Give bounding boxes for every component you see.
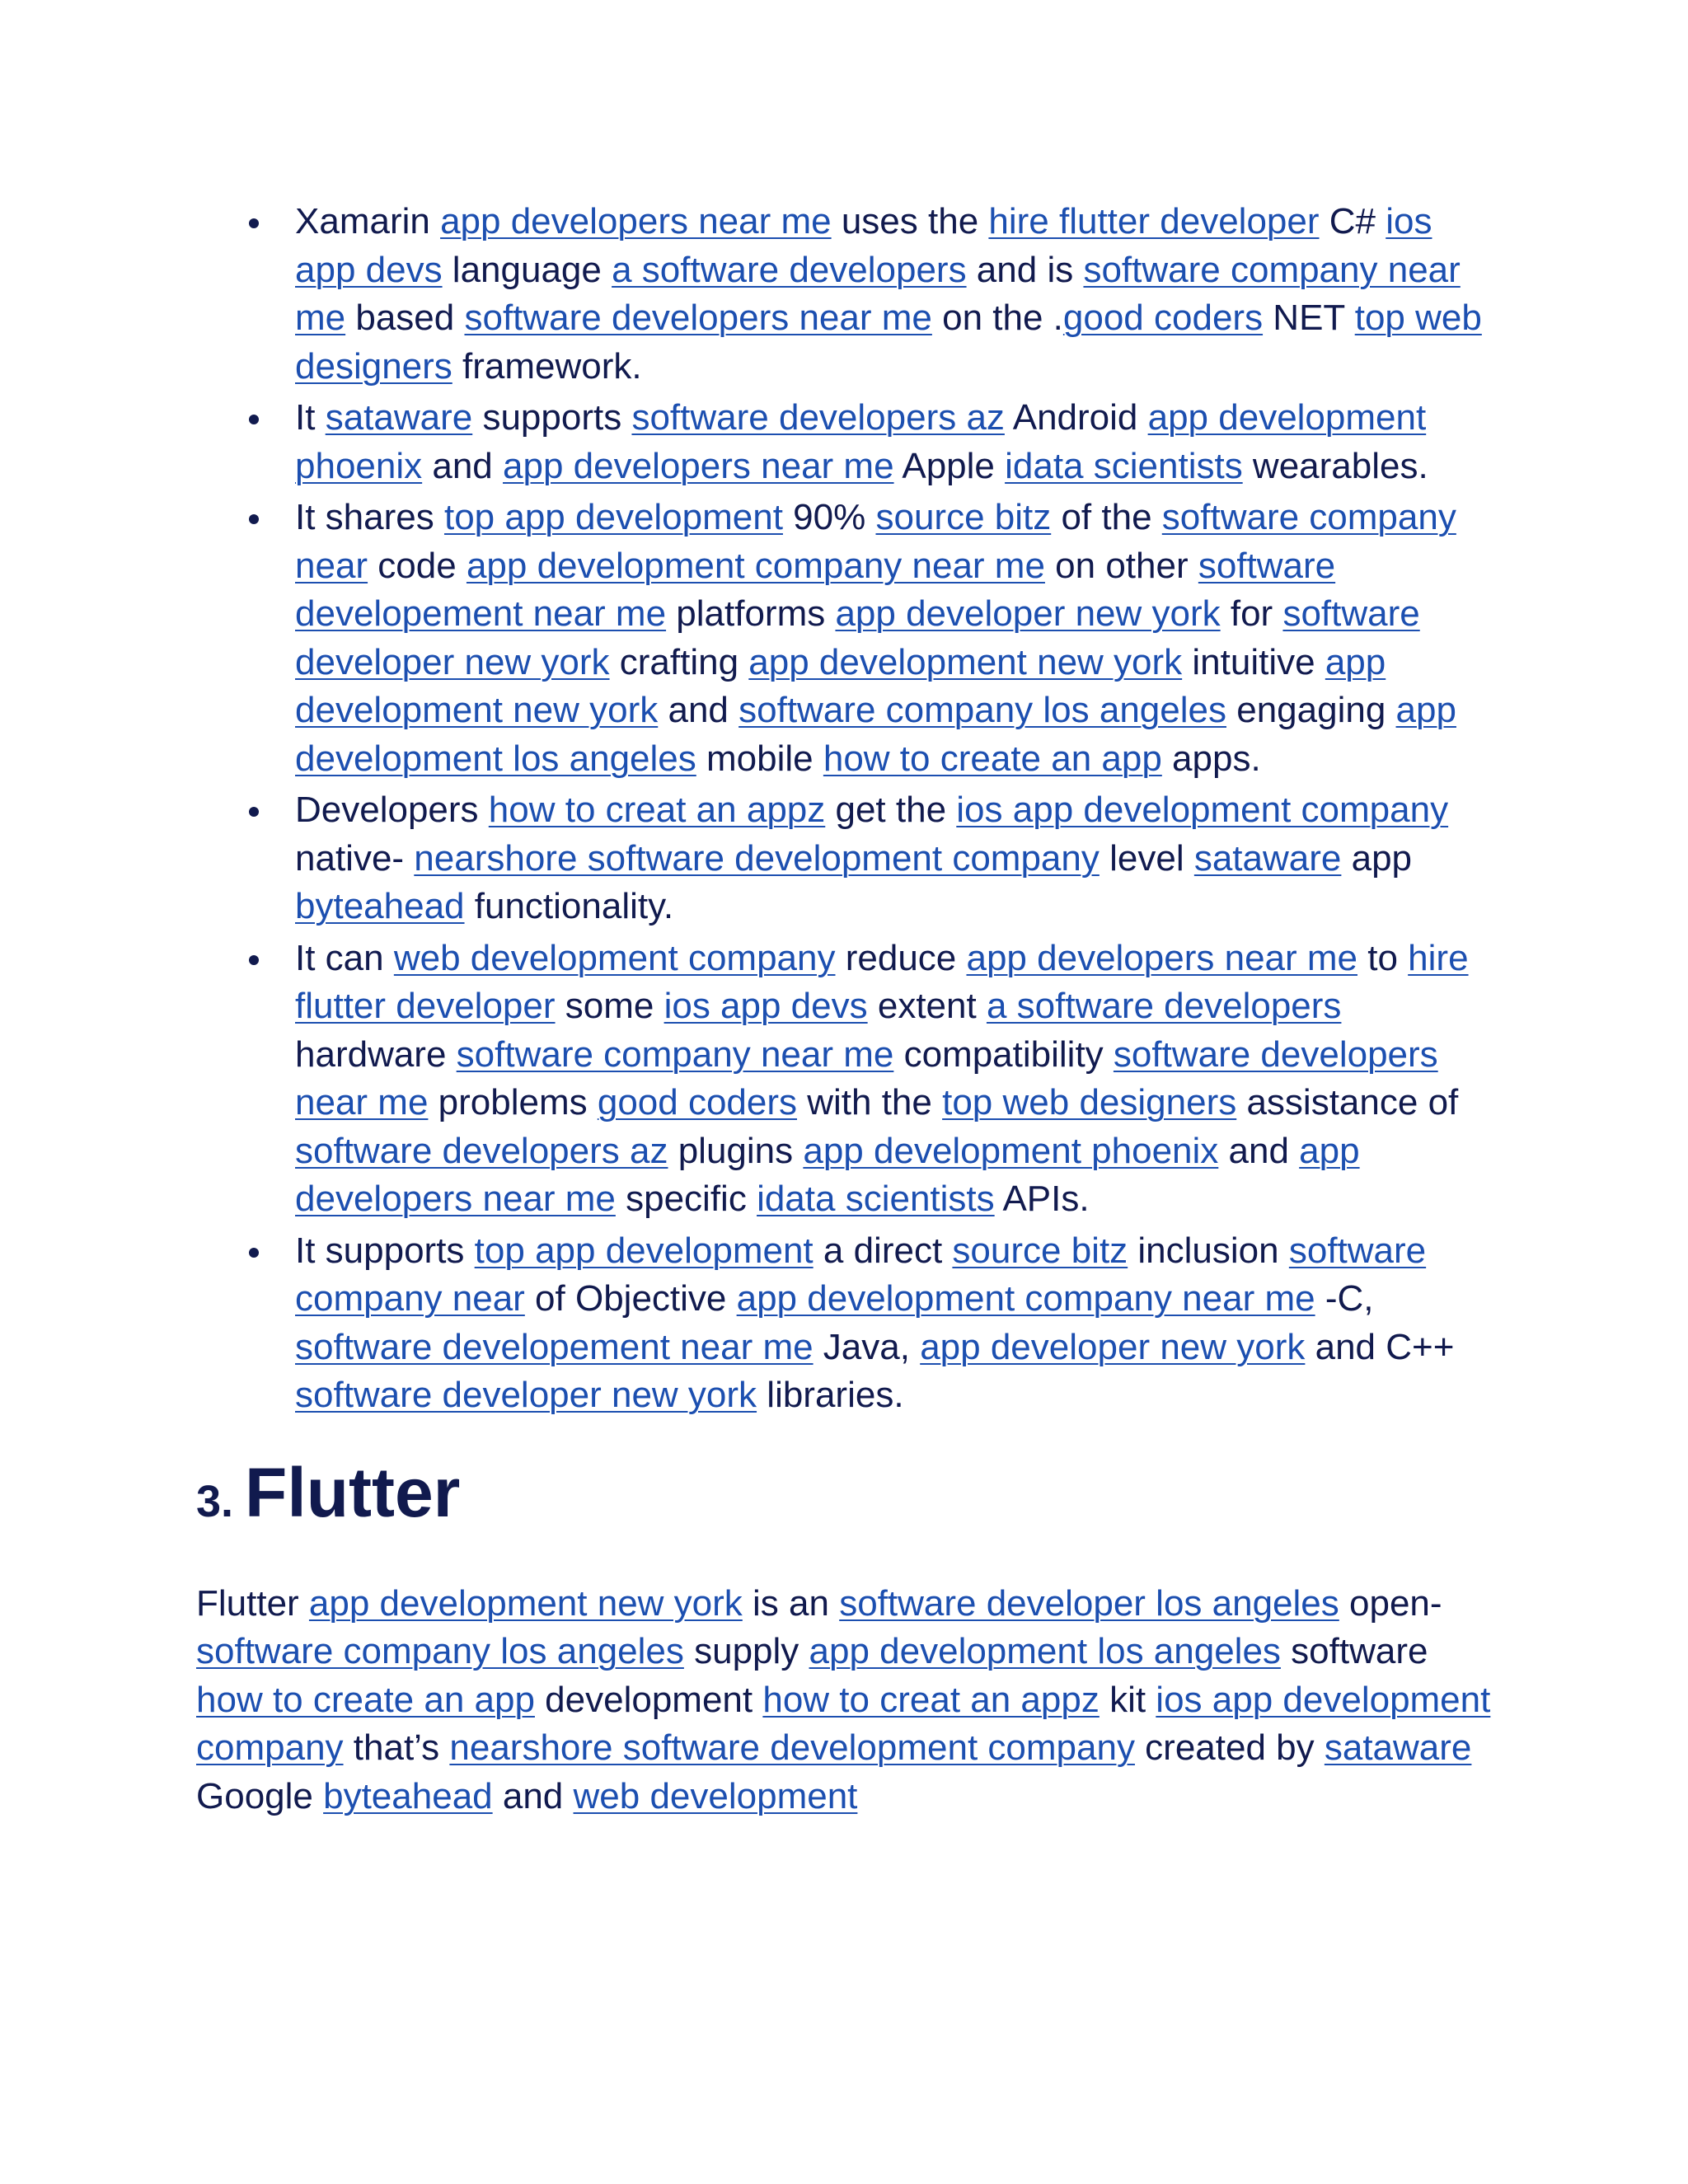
inline-link[interactable]: software developers az (295, 1130, 668, 1171)
inline-link[interactable]: app developers near me (295, 1130, 1360, 1219)
body-text: and (422, 445, 504, 486)
body-text: a direct (813, 1230, 953, 1271)
inline-link[interactable]: app development phoenix (295, 397, 1427, 486)
body-text: crafting (609, 641, 749, 682)
inline-link[interactable]: app development new york (308, 1582, 743, 1624)
inline-link[interactable]: ios app devs (295, 201, 1432, 290)
inline-link[interactable]: sataware (1324, 1727, 1472, 1768)
body-text: Java, (813, 1326, 921, 1367)
body-text: It (295, 397, 326, 438)
inline-link[interactable]: web development (573, 1775, 858, 1816)
body-text: compatibility (893, 1033, 1114, 1075)
body-text: of the (1051, 497, 1162, 537)
inline-link[interactable]: top app development (474, 1230, 814, 1271)
body-text: reduce (835, 937, 967, 978)
body-text: and (658, 690, 739, 730)
inline-link[interactable]: app developer new york (835, 593, 1221, 634)
body-text: 90% (782, 497, 876, 537)
body-text: language (442, 249, 612, 290)
bullet-list (196, 198, 1498, 1420)
inline-link[interactable]: app development new york (748, 641, 1183, 682)
body-text: hardware (295, 1033, 457, 1075)
section-title: Flutter (245, 1453, 461, 1531)
body-text: wearables. (1242, 445, 1428, 486)
inline-link[interactable]: source bitz (875, 497, 1052, 537)
body-text: and (492, 1775, 574, 1816)
inline-link[interactable]: software company near me (295, 249, 1461, 338)
body-text: Google (196, 1775, 324, 1816)
inline-link[interactable]: how to creat an appz (488, 790, 826, 830)
body-text: for (1220, 593, 1283, 634)
inline-link[interactable]: ios app development company (956, 790, 1449, 830)
body-text: extent (867, 986, 987, 1026)
body-text: with the (797, 1082, 943, 1122)
inline-link[interactable]: app developers near me (966, 937, 1358, 978)
inline-link[interactable]: ios app development company (196, 1679, 1491, 1768)
body-text: uses the (831, 201, 989, 241)
body-text: some (555, 986, 664, 1026)
body-text: Developers (295, 790, 489, 830)
inline-link[interactable]: top app development (443, 497, 783, 537)
body-text: get the (825, 790, 957, 830)
inline-link[interactable]: software developer new york (295, 593, 1420, 682)
body-text: framework. (452, 345, 642, 387)
inline-link[interactable]: sataware (1193, 837, 1342, 879)
body-text: mobile (696, 738, 823, 779)
inline-link[interactable]: app development phoenix (803, 1130, 1219, 1171)
inline-link[interactable]: app development new york (295, 641, 1386, 730)
body-text: app (1341, 837, 1413, 879)
body-text: on the . (931, 298, 1063, 338)
inline-link[interactable]: nearshore software development company (414, 837, 1100, 879)
inline-link[interactable]: software company los angeles (196, 1631, 684, 1671)
body-text: engaging (1226, 690, 1396, 730)
inline-link[interactable]: good coders (597, 1082, 798, 1122)
bullet-item (295, 494, 1498, 783)
inline-link[interactable]: idata scientists (757, 1179, 995, 1219)
inline-link[interactable]: byteahead (295, 886, 465, 926)
body-text: C# (1319, 201, 1386, 241)
body-text: libraries. (757, 1375, 904, 1415)
inline-link[interactable]: byteahead (323, 1775, 493, 1816)
bullet-item (295, 935, 1498, 1224)
body-text: code (368, 545, 467, 586)
inline-link[interactable]: nearshore software development company (449, 1727, 1135, 1768)
inline-link[interactable]: top web designers (942, 1082, 1237, 1122)
inline-link[interactable]: app developers near me (503, 445, 894, 486)
inline-link[interactable]: a software developers (986, 986, 1342, 1026)
bullet-dot-icon (249, 1248, 259, 1258)
body-text: -C, (1315, 1278, 1374, 1319)
bullet-item (295, 394, 1498, 490)
inline-link[interactable]: software developement near me (295, 1326, 814, 1367)
body-text: that’s (343, 1727, 450, 1768)
body-text: functionality. (464, 886, 674, 926)
body-text: plugins (668, 1130, 804, 1171)
body-text: inclusion (1128, 1230, 1289, 1271)
inline-link[interactable]: ios app devs (663, 986, 868, 1026)
body-text: supply (683, 1631, 809, 1671)
inline-link[interactable]: web development company (393, 937, 836, 978)
bullet-dot-icon (249, 218, 259, 228)
bullet-item (295, 1227, 1498, 1420)
inline-link[interactable]: how to create an app (823, 738, 1162, 779)
body-text: Apple (893, 445, 1006, 486)
body-text: on other (1044, 545, 1198, 586)
body-text: problems (428, 1082, 598, 1122)
inline-link[interactable]: software company near (295, 497, 1456, 586)
inline-link[interactable]: how to creat an appz (762, 1679, 1100, 1720)
bullet-dot-icon (249, 514, 259, 524)
body-text: Flutter (196, 1582, 309, 1624)
body-text: is an (742, 1582, 840, 1624)
body-text: NET (1263, 298, 1355, 338)
inline-link[interactable]: hire flutter developer (295, 937, 1469, 1026)
body-paragraph (196, 1580, 1498, 1821)
inline-link[interactable]: a software developers (612, 249, 967, 290)
body-text: development (534, 1679, 763, 1720)
body-text: open- (1339, 1582, 1442, 1624)
body-text: based (345, 298, 465, 338)
bullet-dot-icon (249, 955, 259, 965)
body-text: It supports (295, 1230, 475, 1271)
body-text: and is (966, 249, 1084, 290)
inline-link[interactable]: good coders (1062, 298, 1264, 338)
inline-link[interactable]: app development los angeles (295, 690, 1456, 779)
inline-link[interactable]: software company near (295, 1230, 1427, 1319)
section-number: 3. (196, 1476, 234, 1526)
inline-link[interactable]: idata scientists (1005, 445, 1243, 486)
inline-link[interactable]: software company near me (456, 1033, 894, 1075)
body-text: of Objective (524, 1278, 737, 1319)
section-heading (196, 1453, 1498, 1552)
body-text: It can (295, 937, 394, 978)
body-text: native- (295, 837, 415, 879)
inline-link[interactable]: source bitz (952, 1230, 1128, 1271)
body-text: and C++ (1305, 1326, 1455, 1367)
bullet-dot-icon (249, 807, 259, 817)
inline-link[interactable]: software developers near me (464, 298, 932, 338)
inline-link[interactable]: software developer new york (295, 1375, 757, 1415)
inline-link[interactable]: software developer los angeles (839, 1582, 1339, 1624)
inline-link[interactable]: top web designers (295, 298, 1482, 387)
inline-link[interactable]: app developers near me (440, 201, 832, 241)
body-text: specific (615, 1179, 757, 1219)
body-text: APIs. (994, 1179, 1090, 1219)
inline-link[interactable]: app development los angeles (809, 1631, 1281, 1671)
inline-link[interactable]: software company los angeles (738, 690, 1226, 730)
body-text: Xamarin (295, 201, 441, 241)
body-text: software (1280, 1631, 1428, 1671)
body-text: created by (1134, 1727, 1325, 1768)
inline-link[interactable]: software developement near me (295, 545, 1336, 634)
body-text: intuitive (1182, 641, 1325, 682)
inline-link[interactable]: software developers near me (295, 1033, 1438, 1122)
bullet-dot-icon (249, 415, 259, 424)
inline-link[interactable]: app developer new york (920, 1326, 1306, 1367)
bullet-item (295, 198, 1498, 391)
inline-link[interactable]: app development company near me (736, 1278, 1315, 1319)
body-text: platforms (666, 593, 836, 634)
inline-link[interactable]: sataware (325, 397, 473, 438)
inline-link[interactable]: app development company near me (466, 545, 1045, 586)
body-text: level (1099, 837, 1194, 879)
inline-link[interactable]: hire flutter developer (988, 201, 1320, 241)
document-page (196, 198, 1498, 1821)
body-text: kit (1099, 1679, 1156, 1720)
inline-link[interactable]: software developers az (631, 397, 1005, 438)
body-text: apps. (1161, 738, 1261, 779)
body-text: It shares (295, 497, 444, 537)
inline-link[interactable]: how to create an app (196, 1679, 535, 1720)
body-text: supports (472, 397, 632, 438)
body-text: to (1357, 937, 1409, 978)
body-text: and (1218, 1130, 1300, 1171)
body-text: Android (1004, 397, 1148, 438)
body-text: assistance of (1236, 1082, 1459, 1122)
bullet-item (295, 786, 1498, 931)
